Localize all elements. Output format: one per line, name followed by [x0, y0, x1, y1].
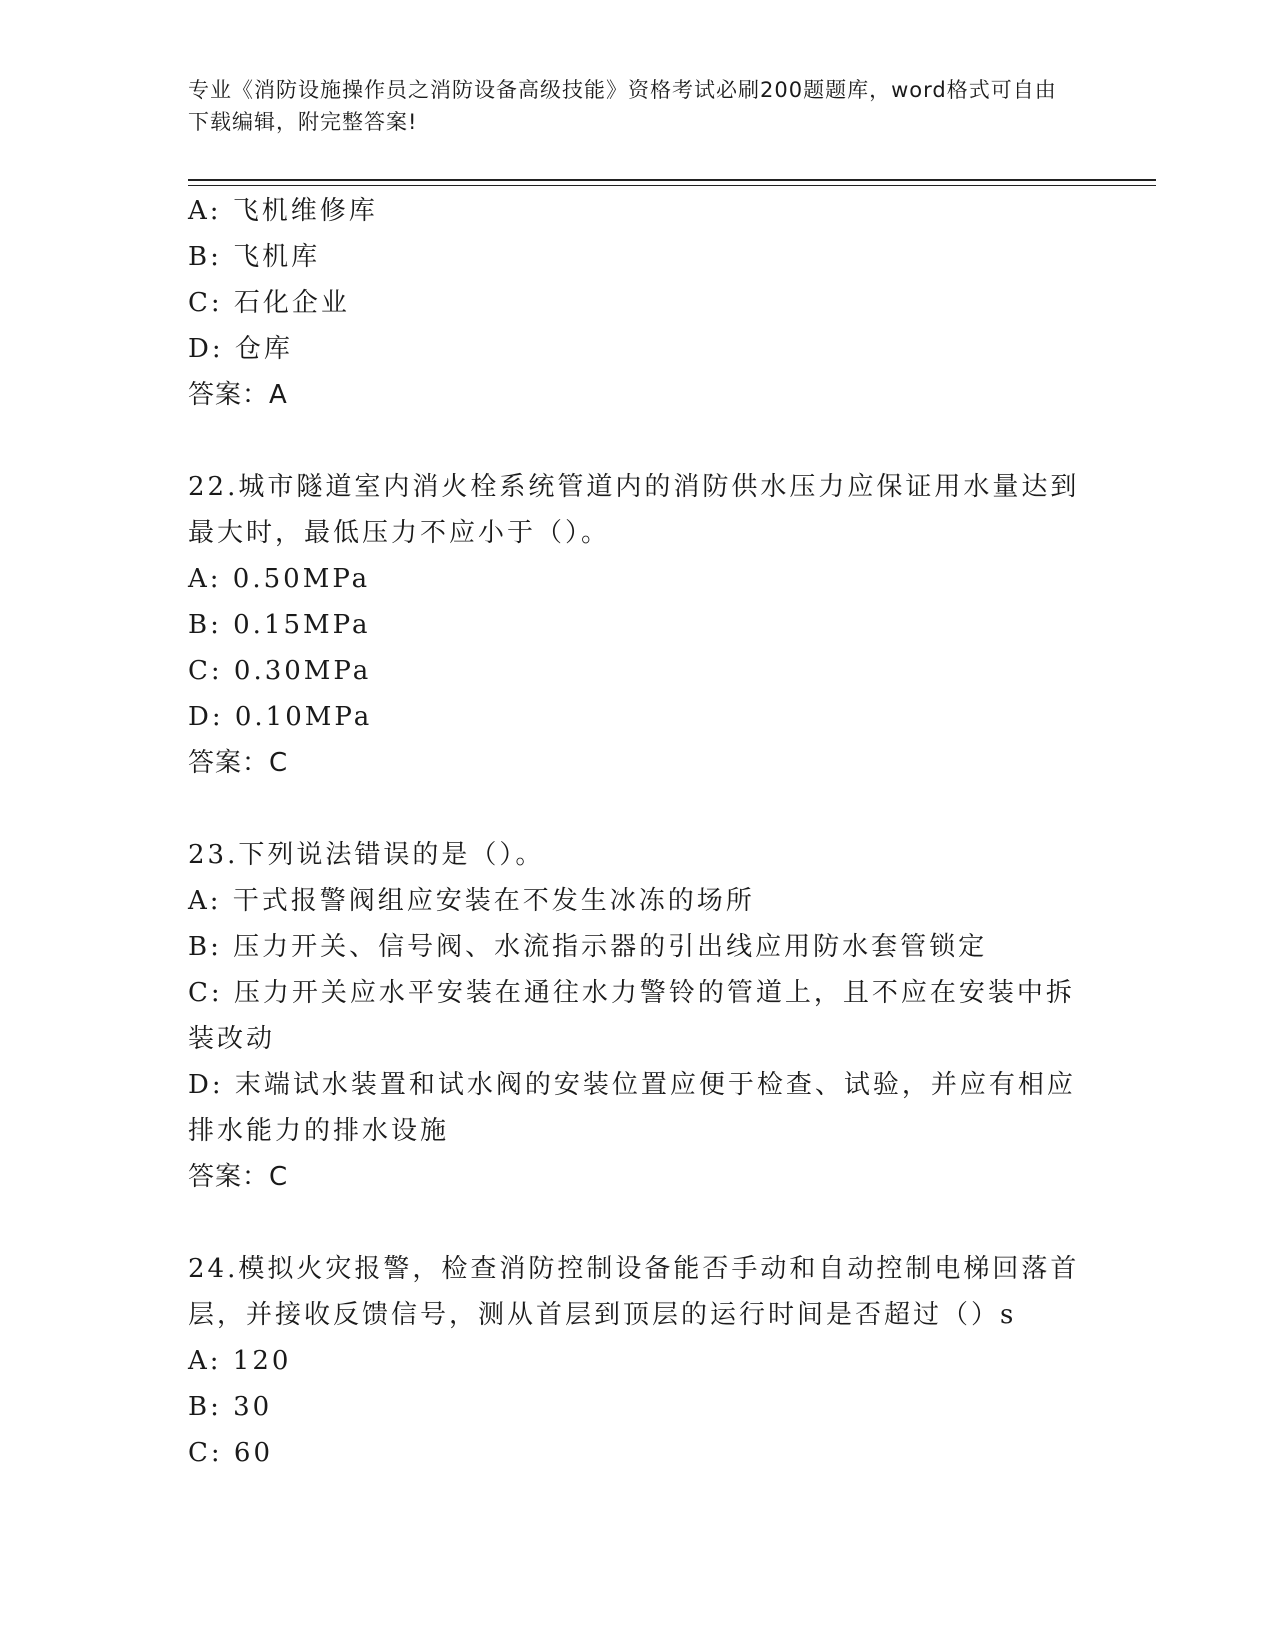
option-a: A: 干式报警阀组应安装在不发生冰冻的场所 — [188, 886, 755, 916]
option-d: D: 仓库 — [188, 334, 293, 364]
answer-line: 答案：C — [188, 1162, 289, 1192]
option-d: D: 末端试水装置和试水阀的安装位置应便于检查、试验，并应有相应排水能力的排水设施 — [188, 1070, 1076, 1146]
header-rule-thick — [188, 179, 1156, 181]
spacer — [188, 418, 1088, 464]
question-text: 24.模拟火灾报警，检查消防控制设备能否手动和自动控制电梯回落首层，并接收反馈信号，测从首层到顶层的运行时间是否超过（）s — [188, 1254, 1080, 1330]
option-b: B: 压力开关、信号阀、水流指示器的引出线应用防水套管锁定 — [188, 932, 988, 962]
option-c: C: 压力开关应水平安装在通往水力警铃的管道上，且不应在安装中拆装改动 — [188, 978, 1075, 1054]
option-a: A: 飞机维修库 — [188, 196, 378, 226]
question-23 — [188, 832, 1088, 1200]
header-rule-thin — [188, 185, 1156, 186]
option-c: C: 0.30MPa — [188, 656, 372, 686]
question-content — [188, 188, 1088, 1476]
spacer — [188, 1200, 1088, 1246]
option-c: C: 60 — [188, 1438, 274, 1468]
option-c: C: 石化企业 — [188, 288, 350, 318]
question-22 — [188, 464, 1088, 786]
question-text: 23.下列说法错误的是（）。 — [188, 840, 545, 870]
option-d: D: 0.10MPa — [188, 702, 373, 732]
spacer — [188, 786, 1088, 832]
answer-line: 答案：A — [188, 380, 288, 410]
answer-line: 答案：C — [188, 748, 289, 778]
question-21 — [188, 188, 1088, 418]
question-text: 22.城市隧道室内消火栓系统管道内的消防供水压力应保证用水量达到最大时，最低压力不应小于（）。 — [188, 472, 1080, 548]
question-24 — [188, 1246, 1088, 1476]
option-b: B: 飞机库 — [188, 242, 321, 272]
option-b: B: 0.15MPa — [188, 610, 371, 640]
option-b: B: 30 — [188, 1392, 273, 1422]
option-a: A: 0.50MPa — [188, 564, 371, 594]
option-a: A: 120 — [188, 1346, 292, 1376]
document-header: 专业《消防设施操作员之消防设备高级技能》资格考试必刷200题题库，word格式可自由下载编辑，附完整答案! — [188, 78, 1057, 134]
